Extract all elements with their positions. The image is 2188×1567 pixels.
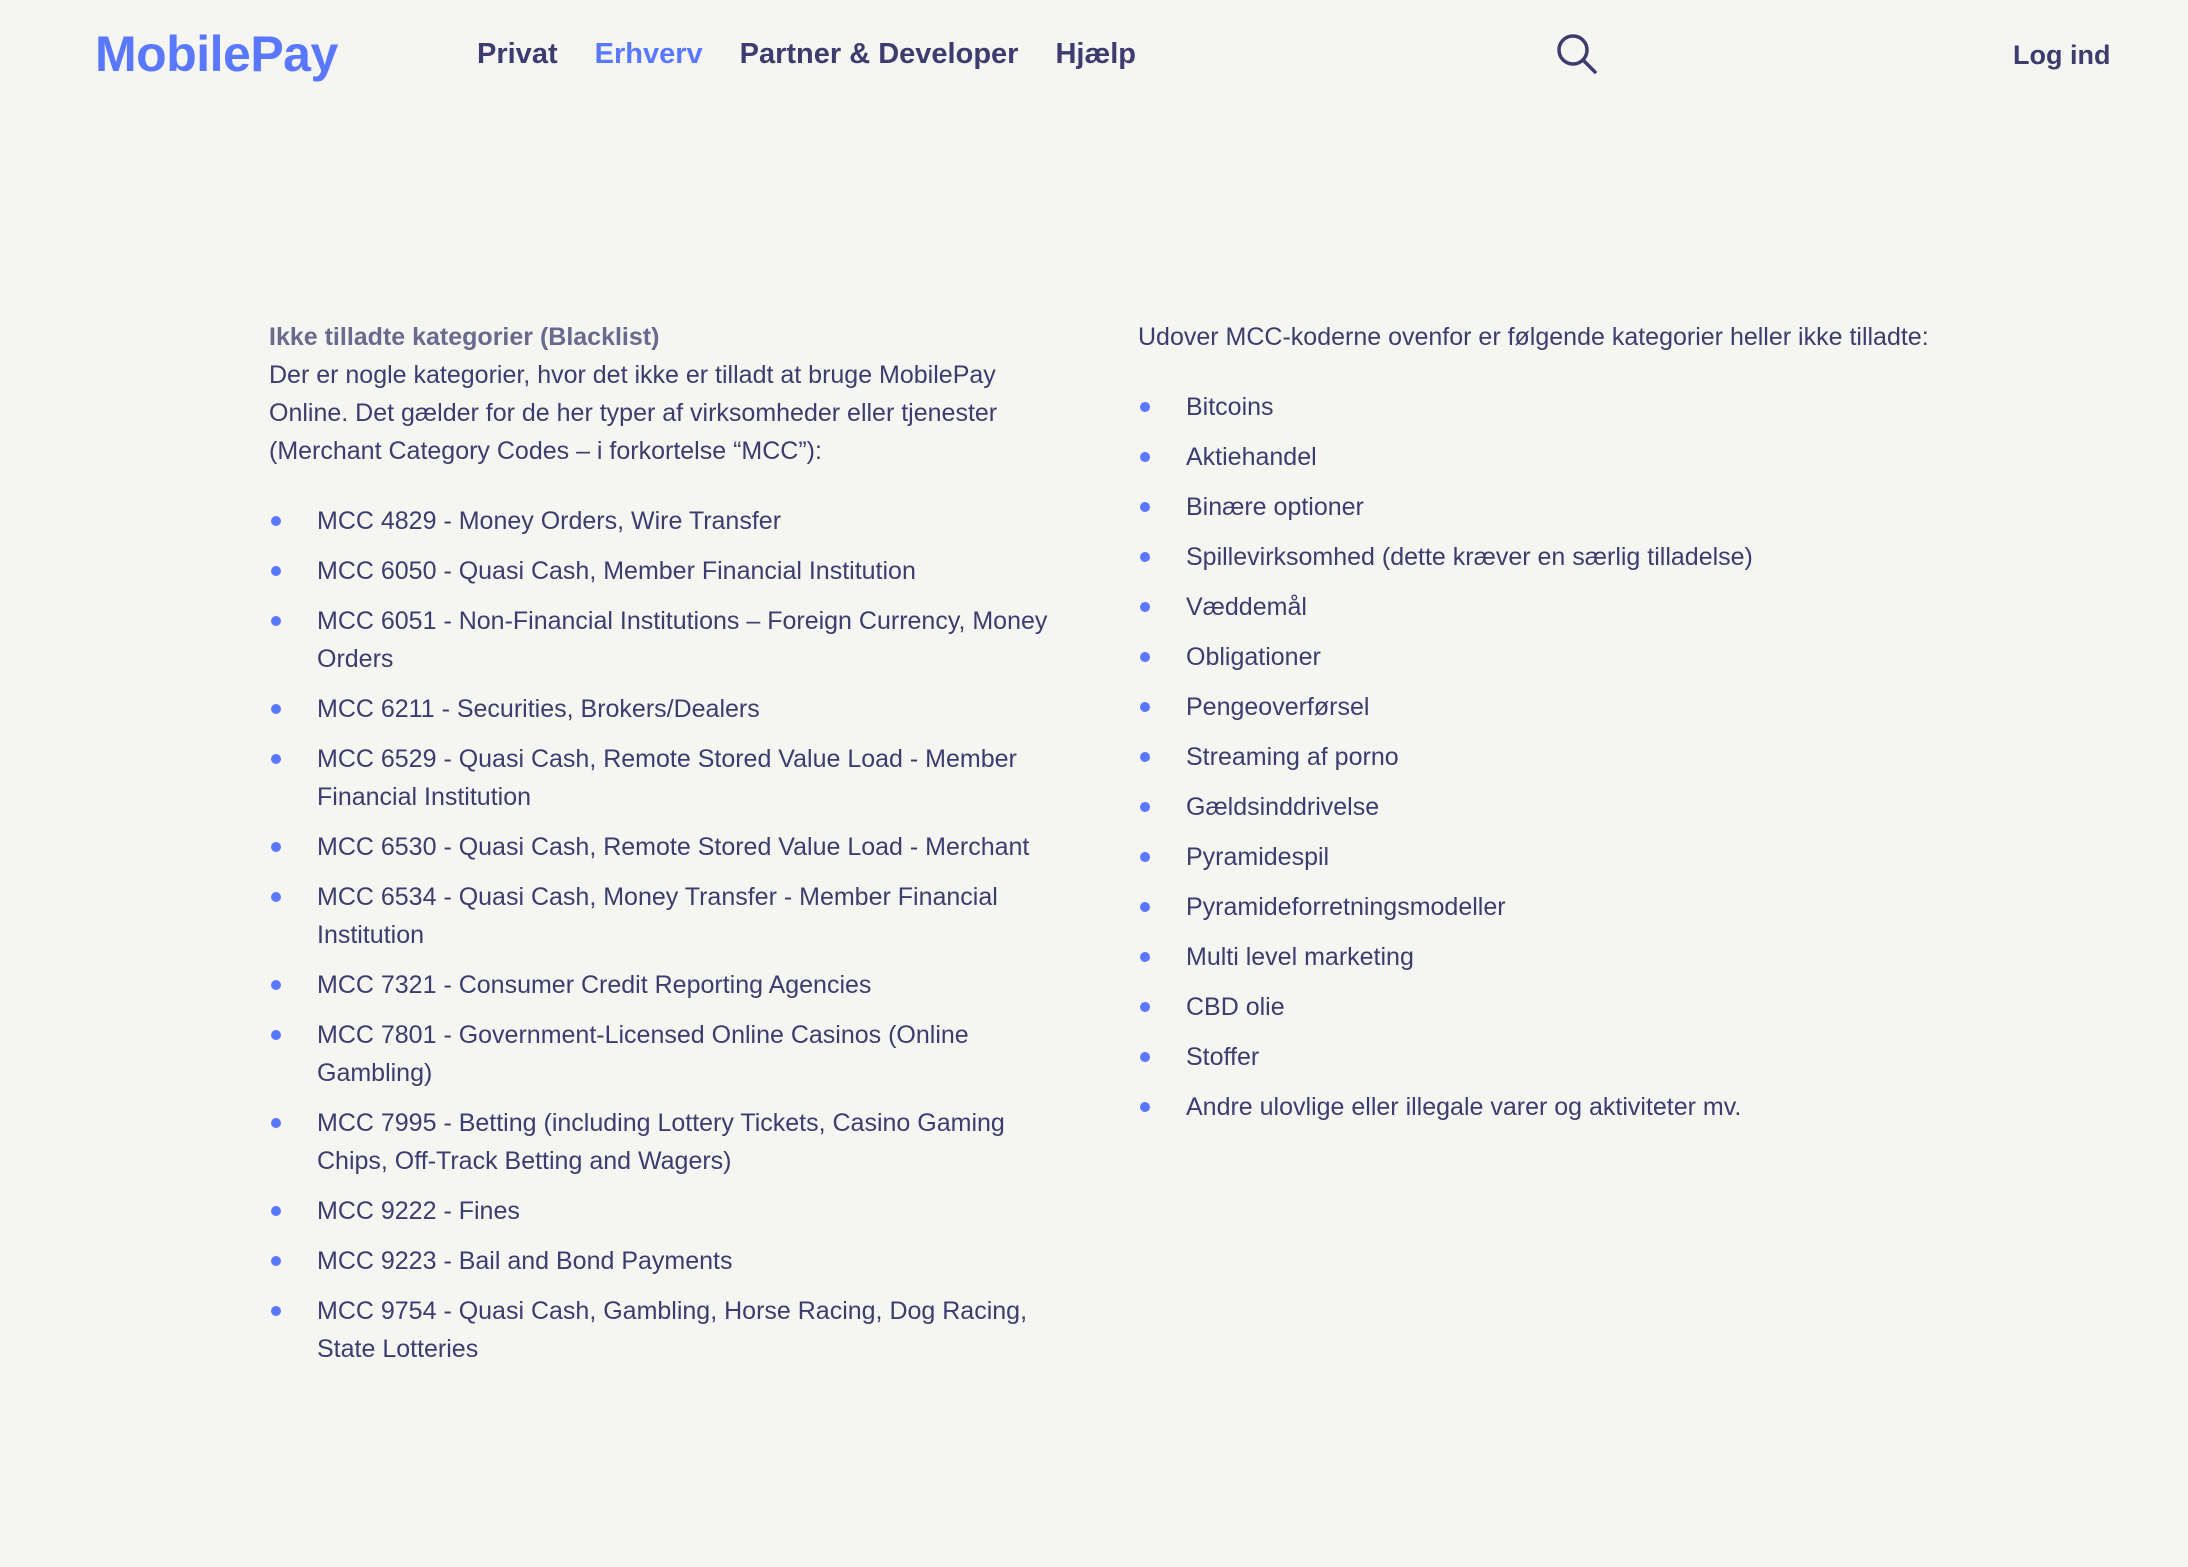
- list-item: [1138, 788, 1958, 826]
- list-item: [1138, 388, 1958, 426]
- list-item: [1138, 688, 1958, 726]
- bullet-icon: [1140, 552, 1150, 562]
- list-item-text: Multi level marketing: [1186, 943, 1414, 971]
- list-item-text: MCC 6051 - Non-Financial Institutions – Foreign Currency, Money Orders: [317, 607, 1048, 673]
- login-link[interactable]: Log ind: [2013, 40, 2111, 70]
- list-item: [269, 966, 1069, 1004]
- list-item-text: MCC 9223 - Bail and Bond Payments: [317, 1247, 733, 1275]
- list-item: [1138, 988, 1958, 1026]
- list-item-text: MCC 7321 - Consumer Credit Reporting Agencies: [317, 971, 872, 999]
- list-item-text: MCC 6050 - Quasi Cash, Member Financial Institution: [317, 557, 916, 585]
- bullet-icon: [1140, 602, 1150, 612]
- list-item-text: MCC 7995 - Betting (including Lottery Tickets, Casino Gaming Chips, Off-Track Betting and Wagers): [317, 1109, 1005, 1175]
- bullet-icon: [271, 842, 281, 852]
- list-item: [1138, 838, 1958, 876]
- other-categories-intro: Udover MCC-koderne ovenfor er følgende kategorier heller ikke tilladte:: [1138, 323, 1929, 351]
- list-item-text: Spillevirksomhed (dette kræver en særlig tilladelse): [1186, 543, 1753, 571]
- list-item: [269, 740, 1069, 816]
- mcc-list: [269, 502, 1069, 1368]
- list-item: [269, 1192, 1069, 1230]
- blacklist-intro: Der er nogle kategorier, hvor det ikke er tilladt at bruge MobilePay Online. Det gælder for de her typer af virksomheder eller tjenester (Merchant Category Codes – i forkortelse “MCC”):: [269, 361, 998, 465]
- mobilepay-logo[interactable]: MobilePay: [95, 26, 338, 82]
- list-item-text: MCC 4829 - Money Orders, Wire Transfer: [317, 507, 782, 535]
- list-item: [269, 690, 1069, 728]
- bullet-icon: [271, 1118, 281, 1128]
- list-item: [269, 1292, 1069, 1368]
- list-item: [269, 828, 1069, 866]
- list-item: [1138, 738, 1958, 776]
- search-icon[interactable]: [1555, 32, 1599, 76]
- bullet-icon: [271, 1030, 281, 1040]
- bullet-icon: [1140, 802, 1150, 812]
- list-item-text: Streaming af porno: [1186, 743, 1399, 771]
- bullet-icon: [1140, 1052, 1150, 1062]
- bullet-icon: [271, 704, 281, 714]
- other-categories-column: [1138, 318, 1958, 1138]
- bullet-icon: [1140, 1102, 1150, 1112]
- list-item-text: Bitcoins: [1186, 393, 1274, 421]
- list-item: [1138, 538, 1958, 576]
- list-item: [1138, 588, 1958, 626]
- list-item: [1138, 438, 1958, 476]
- bullet-icon: [271, 892, 281, 902]
- list-item: [269, 602, 1069, 678]
- list-item: [1138, 1088, 1958, 1126]
- list-item-text: Obligationer: [1186, 643, 1321, 671]
- bullet-icon: [1140, 652, 1150, 662]
- bullet-icon: [1140, 1002, 1150, 1012]
- bullet-icon: [1140, 702, 1150, 712]
- list-item: [1138, 638, 1958, 676]
- main-nav: [477, 34, 1173, 74]
- list-item-text: Pyramidespil: [1186, 843, 1330, 871]
- bullet-icon: [1140, 752, 1150, 762]
- list-item-text: MCC 9222 - Fines: [317, 1197, 520, 1225]
- list-item: [269, 1016, 1069, 1092]
- list-item-text: MCC 7801 - Government-Licensed Online Casinos (Online Gambling): [317, 1021, 969, 1087]
- list-item: [269, 1104, 1069, 1180]
- list-item: [269, 502, 1069, 540]
- list-item-text: Binære optioner: [1186, 493, 1364, 521]
- bullet-icon: [271, 616, 281, 626]
- site-header: [0, 0, 2188, 110]
- blacklist-heading: Ikke tilladte kategorier (Blacklist): [269, 323, 660, 351]
- list-item-text: Pyramideforretningsmodeller: [1186, 893, 1506, 921]
- bullet-icon: [271, 516, 281, 526]
- bullet-icon: [271, 1206, 281, 1216]
- list-item: [1138, 938, 1958, 976]
- list-item-text: Væddemål: [1186, 593, 1307, 621]
- list-item: [269, 1242, 1069, 1280]
- list-item: [1138, 888, 1958, 926]
- nav-item-hjaelp[interactable]: Hjælp: [1055, 38, 1137, 70]
- list-item-text: Andre ulovlige eller illegale varer og aktiviteter mv.: [1186, 1093, 1742, 1121]
- bullet-icon: [271, 754, 281, 764]
- bullet-icon: [1140, 452, 1150, 462]
- list-item: [269, 552, 1069, 590]
- bullet-icon: [1140, 402, 1150, 412]
- list-item: [269, 878, 1069, 954]
- list-item-text: MCC 9754 - Quasi Cash, Gambling, Horse Racing, Dog Racing, State Lotteries: [317, 1297, 1028, 1363]
- bullet-icon: [1140, 952, 1150, 962]
- nav-item-erhverv[interactable]: Erhverv: [594, 38, 703, 70]
- nav-item-privat[interactable]: Privat: [477, 38, 558, 70]
- list-item-text: Aktiehandel: [1186, 443, 1317, 471]
- list-item: [1138, 488, 1958, 526]
- list-item-text: MCC 6211 - Securities, Brokers/Dealers: [317, 695, 760, 723]
- list-item-text: MCC 6534 - Quasi Cash, Money Transfer - Member Financial Institution: [317, 883, 998, 949]
- bullet-icon: [271, 1306, 281, 1316]
- list-item: [1138, 1038, 1958, 1076]
- other-categories-list: [1138, 388, 1958, 1126]
- list-item-text: MCC 6530 - Quasi Cash, Remote Stored Value Load - Merchant: [317, 833, 1030, 861]
- list-item-text: MCC 6529 - Quasi Cash, Remote Stored Value Load - Member Financial Institution: [317, 745, 1017, 811]
- blacklist-mcc-column: [269, 318, 1069, 1380]
- bullet-icon: [1140, 852, 1150, 862]
- list-item-text: CBD olie: [1186, 993, 1285, 1021]
- nav-item-partner-developer[interactable]: Partner & Developer: [739, 38, 1019, 70]
- bullet-icon: [271, 1256, 281, 1266]
- list-item-text: Stoffer: [1186, 1043, 1260, 1071]
- bullet-icon: [1140, 502, 1150, 512]
- list-item-text: Pengeoverførsel: [1186, 693, 1370, 721]
- list-item-text: Gældsinddrivelse: [1186, 793, 1380, 821]
- bullet-icon: [1140, 902, 1150, 912]
- bullet-icon: [271, 980, 281, 990]
- bullet-icon: [271, 566, 281, 576]
